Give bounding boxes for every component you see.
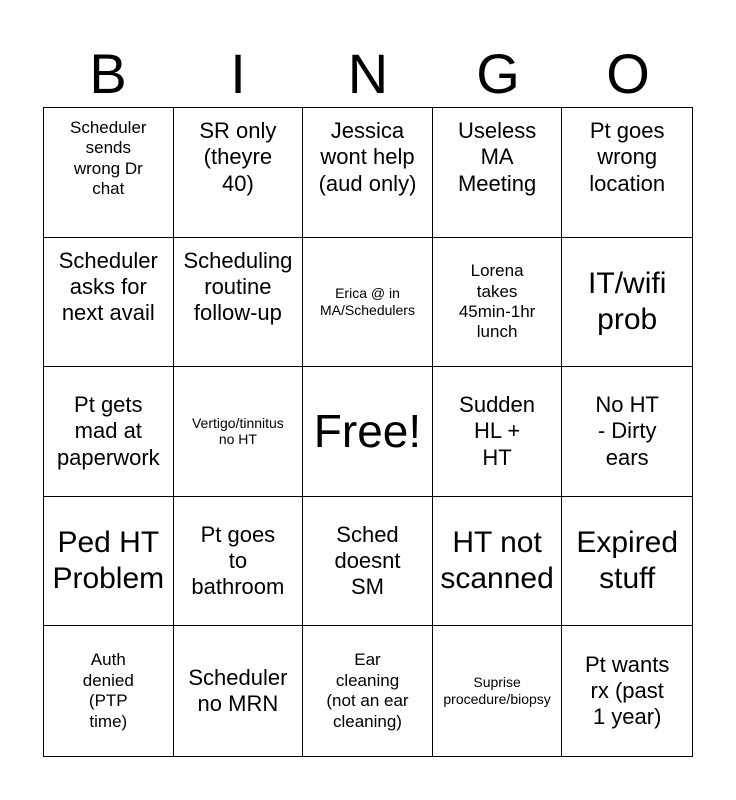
bingo-cell-4-5[interactable] (562, 497, 692, 627)
free-space-label: Free! (313, 404, 422, 457)
bingo-cell-2-4[interactable] (433, 238, 563, 368)
cell-label: Pt gets mad at paperwork (56, 391, 160, 470)
cell-label: Suprise procedure/biopsy (443, 674, 551, 708)
bingo-cell-5-2[interactable] (174, 626, 304, 756)
cell-label: Ear cleaning (not an ear cleaning) (326, 650, 409, 731)
bingo-cell-5-4[interactable] (433, 626, 563, 756)
bingo-cell-4-1[interactable] (44, 497, 174, 627)
cell-label: Jessica wont help (aud only) (318, 118, 417, 196)
cell-label: Scheduler asks for next avail (58, 247, 158, 326)
bingo-cell-2-2[interactable] (174, 238, 304, 368)
bingo-cell-5-5[interactable] (562, 626, 692, 756)
header-letter-n: N (347, 42, 389, 105)
cell-label: Ped HT Problem (52, 526, 165, 596)
bingo-cell-4-2[interactable] (174, 497, 304, 627)
bingo-cell-5-1[interactable] (44, 626, 174, 756)
bingo-cell-free[interactable] (303, 367, 433, 497)
header-letter-o: O (606, 42, 650, 105)
header-letter-g: G (476, 42, 520, 105)
bingo-cell-1-1[interactable] (44, 108, 174, 238)
bingo-cell-3-2[interactable] (174, 367, 304, 497)
cell-label: Pt goes to bathroom (191, 521, 285, 600)
cell-label: Sudden HL + HT (459, 391, 536, 470)
bingo-cell-1-3[interactable] (303, 108, 433, 238)
bingo-cell-2-1[interactable] (44, 238, 174, 368)
bingo-cell-2-5[interactable] (562, 238, 692, 368)
cell-label: Pt goes wrong location (589, 118, 666, 196)
cell-label: Erica @ in MA/Schedulers (320, 285, 415, 318)
bingo-cell-3-5[interactable] (562, 367, 692, 497)
cell-label: Expired stuff (576, 526, 679, 596)
cell-label: No HT - Dirty ears (595, 391, 659, 470)
bingo-cell-4-3[interactable] (303, 497, 433, 627)
cell-label: Lorena takes 45min-1hr lunch (458, 261, 536, 342)
bingo-cell-1-4[interactable] (433, 108, 563, 238)
header-letter-i: I (230, 42, 246, 105)
cell-label: Vertigo/tinnitus no HT (191, 414, 284, 448)
cell-label: IT/wifi prob (588, 266, 667, 336)
bingo-board (43, 107, 693, 757)
cell-label: SR only (theyre 40) (199, 118, 277, 196)
cell-label: Scheduler sends wrong Dr chat (70, 118, 147, 199)
cell-label: Pt wants rx (past 1 year) (585, 651, 670, 730)
cell-label: Scheduler no MRN (188, 664, 288, 717)
cell-label: Scheduling routine follow-up (183, 247, 293, 326)
bingo-cell-2-3[interactable] (303, 238, 433, 368)
cell-label: Useless MA Meeting (457, 118, 537, 196)
bingo-cell-3-1[interactable] (44, 367, 174, 497)
bingo-cell-3-4[interactable] (433, 367, 563, 497)
bingo-cell-4-4[interactable] (433, 497, 563, 627)
header-letter-b: B (89, 42, 127, 105)
cell-label: Sched doesnt SM (334, 521, 401, 600)
bingo-cell-1-5[interactable] (562, 108, 692, 238)
cell-label: HT not scanned (440, 526, 554, 596)
bingo-cell-1-2[interactable] (174, 108, 304, 238)
bingo-cell-5-3[interactable] (303, 626, 433, 756)
cell-label: Auth denied (PTP time) (82, 650, 134, 731)
bingo-header (43, 40, 693, 108)
